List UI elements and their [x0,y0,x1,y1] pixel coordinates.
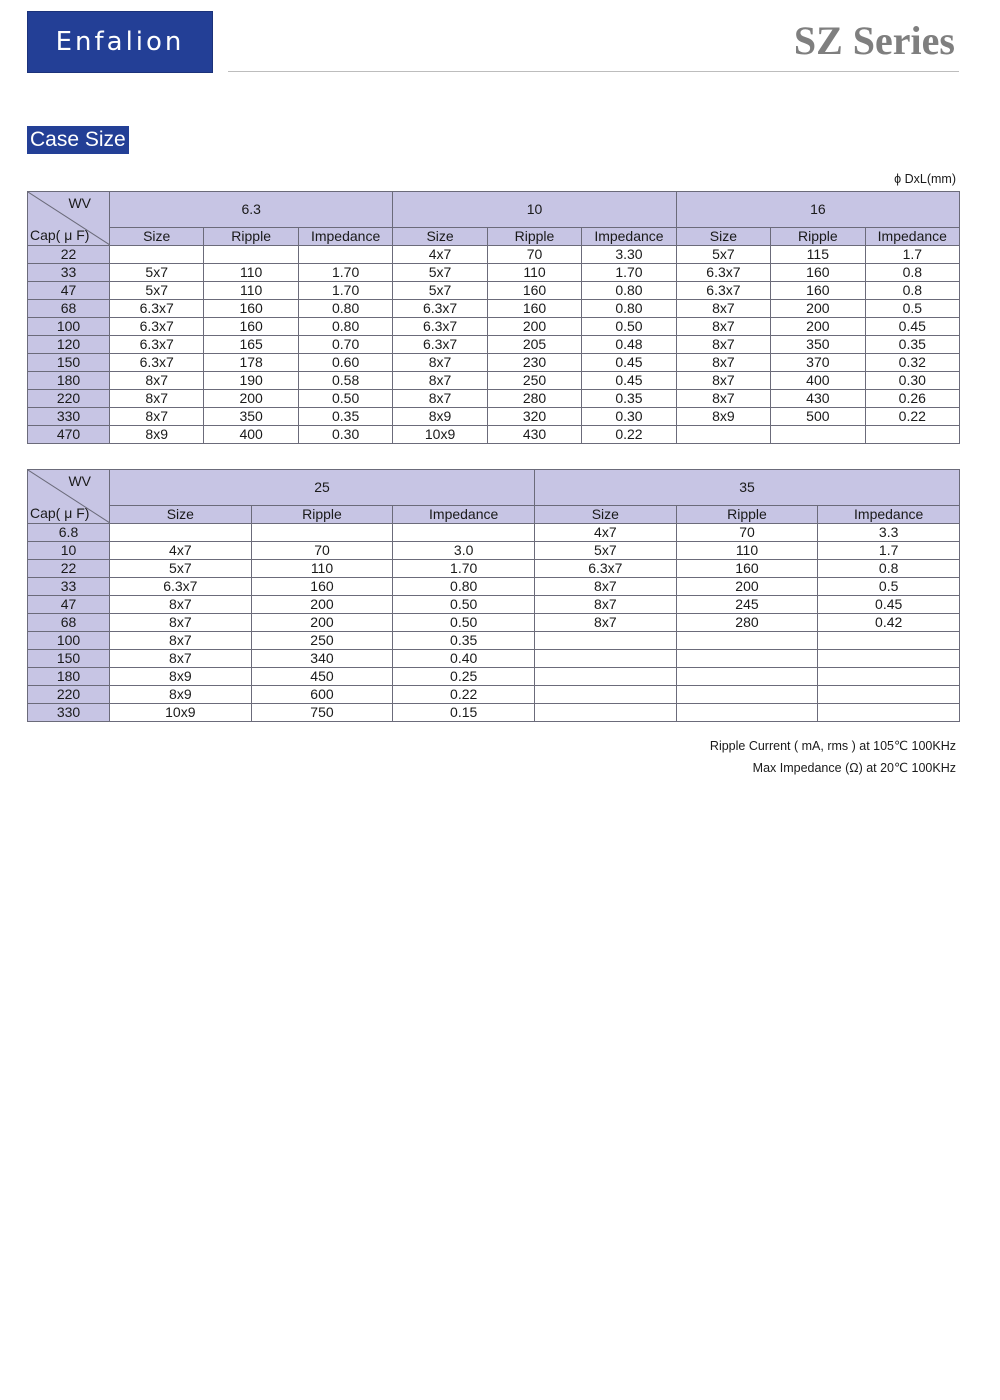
impedance-cell: 0.58 [298,372,392,390]
spec-table-2 [27,469,960,722]
size-cell [535,668,677,686]
impedance-cell: 3.3 [818,524,960,542]
ripple-cell: 430 [487,426,581,444]
size-cell: 6.3x7 [110,578,252,596]
impedance-cell: 0.45 [582,372,676,390]
ripple-cell: 350 [204,408,298,426]
size-cell: 8x7 [393,372,487,390]
table-row [28,632,960,650]
table-row [28,650,960,668]
table-row [28,704,960,722]
impedance-cell: 0.5 [865,300,959,318]
impedance-header: Impedance [393,506,535,524]
wv-label: WV [68,195,91,211]
impedance-cell: 0.80 [582,282,676,300]
size-cell: 8x7 [676,354,770,372]
footnote-impedance: Max Impedance (Ω) at 20℃ 100KHz [752,761,956,775]
ripple-cell [676,668,818,686]
size-cell: 5x7 [110,560,252,578]
ripple-cell: 160 [251,578,393,596]
ripple-cell: 600 [251,686,393,704]
ripple-cell: 70 [676,524,818,542]
size-cell: 6.3x7 [110,336,204,354]
voltage-header: 16 [676,192,959,228]
ripple-cell: 200 [771,300,865,318]
ripple-cell: 200 [251,614,393,632]
impedance-cell: 1.70 [298,282,392,300]
impedance-cell: 0.22 [865,408,959,426]
size-cell: 8x7 [535,578,677,596]
ripple-cell: 750 [251,704,393,722]
size-cell: 6.3x7 [110,300,204,318]
ripple-header: Ripple [204,228,298,246]
size-cell [535,632,677,650]
impedance-cell: 0.48 [582,336,676,354]
series-title: SZ Series [793,18,955,63]
impedance-header: Impedance [582,228,676,246]
ripple-cell [676,704,818,722]
impedance-cell [818,650,960,668]
capacitance-cell: 180 [28,372,110,390]
impedance-cell: 3.30 [582,246,676,264]
impedance-cell: 0.50 [393,596,535,614]
ripple-cell: 160 [204,300,298,318]
impedance-cell: 0.25 [393,668,535,686]
impedance-cell [818,704,960,722]
cap-label: Cap( μ F) [30,227,90,243]
capacitance-cell: 22 [28,560,110,578]
impedance-cell: 0.40 [393,650,535,668]
size-cell: 8x7 [110,632,252,650]
ripple-cell: 200 [204,390,298,408]
impedance-cell: 0.35 [582,390,676,408]
ripple-cell: 160 [771,282,865,300]
size-header: Size [110,228,204,246]
impedance-cell: 0.30 [298,426,392,444]
size-header: Size [676,228,770,246]
ripple-cell: 450 [251,668,393,686]
ripple-cell: 230 [487,354,581,372]
capacitance-cell: 47 [28,596,110,614]
ripple-cell: 178 [204,354,298,372]
impedance-cell: 0.42 [818,614,960,632]
section-title: Case Size [27,126,129,154]
table-row [28,336,960,354]
impedance-cell: 0.15 [393,704,535,722]
capacitance-cell: 100 [28,318,110,336]
impedance-cell: 0.50 [393,614,535,632]
table-row [28,578,960,596]
impedance-cell: 0.26 [865,390,959,408]
voltage-header: 25 [110,470,535,506]
ripple-cell [676,686,818,704]
ripple-cell: 200 [676,578,818,596]
impedance-cell: 0.80 [298,318,392,336]
capacitance-cell: 470 [28,426,110,444]
impedance-cell: 3.0 [393,542,535,560]
impedance-cell: 0.22 [393,686,535,704]
ripple-cell: 160 [771,264,865,282]
impedance-header: Impedance [865,228,959,246]
size-cell: 8x7 [676,318,770,336]
ripple-cell: 160 [676,560,818,578]
ripple-cell: 350 [771,336,865,354]
ripple-cell: 160 [487,282,581,300]
table-row [28,426,960,444]
ripple-cell: 70 [487,246,581,264]
size-header: Size [110,506,252,524]
capacitance-cell: 6.8 [28,524,110,542]
voltage-header: 6.3 [110,192,393,228]
size-cell: 5x7 [535,542,677,560]
impedance-cell: 0.45 [865,318,959,336]
size-cell: 8x7 [110,408,204,426]
table-row [28,282,960,300]
size-header: Size [393,228,487,246]
impedance-cell [818,686,960,704]
ripple-cell [676,650,818,668]
capacitance-cell: 47 [28,282,110,300]
size-cell: 8x7 [110,372,204,390]
table-row [28,686,960,704]
spec-table-1 [27,191,960,444]
impedance-cell [865,426,959,444]
ripple-cell: 110 [487,264,581,282]
size-cell [110,524,252,542]
size-cell: 8x9 [676,408,770,426]
ripple-cell: 70 [251,542,393,560]
ripple-cell: 400 [771,372,865,390]
capacitance-cell: 33 [28,578,110,596]
size-cell [676,426,770,444]
header-row-voltage [28,192,960,228]
ripple-cell: 160 [487,300,581,318]
ripple-cell: 370 [771,354,865,372]
ripple-cell: 110 [251,560,393,578]
ripple-cell: 250 [487,372,581,390]
impedance-header: Impedance [818,506,960,524]
ripple-cell [251,524,393,542]
brand-name: Enfalion [55,27,185,57]
impedance-cell: 0.60 [298,354,392,372]
ripple-cell: 400 [204,426,298,444]
ripple-cell: 320 [487,408,581,426]
size-cell: 8x7 [110,614,252,632]
ripple-header: Ripple [771,228,865,246]
size-cell: 8x9 [110,426,204,444]
brand-logo [27,11,213,73]
header-divider [228,71,959,72]
size-cell: 5x7 [110,264,204,282]
size-cell: 5x7 [393,282,487,300]
impedance-cell: 0.45 [818,596,960,614]
size-cell: 6.3x7 [676,264,770,282]
ripple-cell [676,632,818,650]
table-row [28,614,960,632]
impedance-cell: 1.70 [393,560,535,578]
size-cell: 10x9 [393,426,487,444]
ripple-cell: 280 [676,614,818,632]
ripple-header: Ripple [251,506,393,524]
table-row [28,560,960,578]
capacitance-cell: 330 [28,704,110,722]
impedance-cell: 0.80 [298,300,392,318]
impedance-cell: 1.70 [298,264,392,282]
size-cell: 8x7 [535,614,677,632]
size-cell: 4x7 [110,542,252,560]
table-row [28,524,960,542]
ripple-cell: 200 [487,318,581,336]
ripple-cell: 115 [771,246,865,264]
size-cell: 6.3x7 [110,354,204,372]
impedance-cell: 0.8 [865,264,959,282]
size-cell: 5x7 [393,264,487,282]
impedance-header: Impedance [298,228,392,246]
impedance-cell: 0.35 [393,632,535,650]
ripple-cell: 110 [204,282,298,300]
size-cell: 8x7 [676,300,770,318]
table-row [28,596,960,614]
ripple-cell: 200 [251,596,393,614]
size-cell: 5x7 [110,282,204,300]
size-cell: 8x7 [110,596,252,614]
table-row [28,372,960,390]
capacitance-cell: 120 [28,336,110,354]
capacitance-cell: 68 [28,614,110,632]
size-cell: 4x7 [393,246,487,264]
ripple-cell: 340 [251,650,393,668]
impedance-cell: 1.7 [818,542,960,560]
impedance-cell: 0.35 [298,408,392,426]
impedance-cell: 0.32 [865,354,959,372]
table-row [28,408,960,426]
size-cell [110,246,204,264]
table-row [28,390,960,408]
size-cell: 6.3x7 [676,282,770,300]
impedance-cell [818,668,960,686]
impedance-cell: 0.50 [582,318,676,336]
size-cell [535,704,677,722]
ripple-cell: 110 [676,542,818,560]
size-cell: 8x7 [676,390,770,408]
table-row [28,542,960,560]
size-cell: 8x7 [110,650,252,668]
size-cell: 8x7 [110,390,204,408]
impedance-cell: 0.5 [818,578,960,596]
size-cell: 4x7 [535,524,677,542]
capacitance-cell: 220 [28,390,110,408]
size-cell: 8x7 [676,336,770,354]
size-cell: 10x9 [110,704,252,722]
wv-label: WV [68,473,91,489]
table-row [28,668,960,686]
size-header: Size [535,506,677,524]
capacitance-cell: 180 [28,668,110,686]
table-row [28,300,960,318]
size-cell: 8x7 [676,372,770,390]
size-cell: 8x9 [110,686,252,704]
capacitance-cell: 22 [28,246,110,264]
impedance-cell: 0.80 [393,578,535,596]
ripple-cell: 250 [251,632,393,650]
ripple-cell: 430 [771,390,865,408]
impedance-cell: 0.8 [818,560,960,578]
impedance-cell: 0.70 [298,336,392,354]
impedance-cell: 0.80 [582,300,676,318]
capacitance-cell: 68 [28,300,110,318]
size-cell: 8x7 [535,596,677,614]
size-cell: 6.3x7 [393,318,487,336]
impedance-cell: 0.30 [865,372,959,390]
capacitance-cell: 220 [28,686,110,704]
header-row-columns [28,228,960,246]
impedance-cell: 0.22 [582,426,676,444]
impedance-cell [393,524,535,542]
capacitance-cell: 330 [28,408,110,426]
size-cell: 6.3x7 [393,300,487,318]
ripple-cell: 280 [487,390,581,408]
capacitance-cell: 150 [28,354,110,372]
size-cell: 5x7 [676,246,770,264]
impedance-cell: 1.70 [582,264,676,282]
header-row-columns [28,506,960,524]
unit-note: ϕ DxL(mm) [894,172,956,186]
impedance-cell [298,246,392,264]
impedance-cell [818,632,960,650]
ripple-cell: 110 [204,264,298,282]
impedance-cell: 0.45 [582,354,676,372]
voltage-header: 10 [393,192,676,228]
size-cell: 6.3x7 [110,318,204,336]
corner-cell [28,192,110,246]
ripple-cell: 205 [487,336,581,354]
ripple-cell: 245 [676,596,818,614]
corner-cell [28,470,110,524]
size-cell [535,650,677,668]
impedance-cell: 0.35 [865,336,959,354]
voltage-header: 35 [535,470,960,506]
ripple-header: Ripple [676,506,818,524]
ripple-cell: 165 [204,336,298,354]
table-row [28,354,960,372]
capacitance-cell: 100 [28,632,110,650]
ripple-cell: 500 [771,408,865,426]
footnote-ripple: Ripple Current ( mA, rms ) at 105℃ 100KHz [709,739,956,753]
size-cell: 6.3x7 [535,560,677,578]
impedance-cell: 0.8 [865,282,959,300]
size-cell [535,686,677,704]
capacitance-cell: 10 [28,542,110,560]
impedance-cell: 0.50 [298,390,392,408]
cap-label: Cap( μ F) [30,505,90,521]
size-cell: 8x9 [393,408,487,426]
ripple-cell [771,426,865,444]
capacitance-cell: 33 [28,264,110,282]
capacitance-cell: 150 [28,650,110,668]
ripple-cell: 190 [204,372,298,390]
ripple-cell [204,246,298,264]
size-cell: 8x7 [393,354,487,372]
impedance-cell: 0.30 [582,408,676,426]
header-row-voltage [28,470,960,506]
table-row [28,246,960,264]
size-cell: 8x9 [110,668,252,686]
size-cell: 6.3x7 [393,336,487,354]
ripple-header: Ripple [487,228,581,246]
table-row [28,264,960,282]
impedance-cell: 1.7 [865,246,959,264]
ripple-cell: 200 [771,318,865,336]
table-row [28,318,960,336]
ripple-cell: 160 [204,318,298,336]
size-cell: 8x7 [393,390,487,408]
